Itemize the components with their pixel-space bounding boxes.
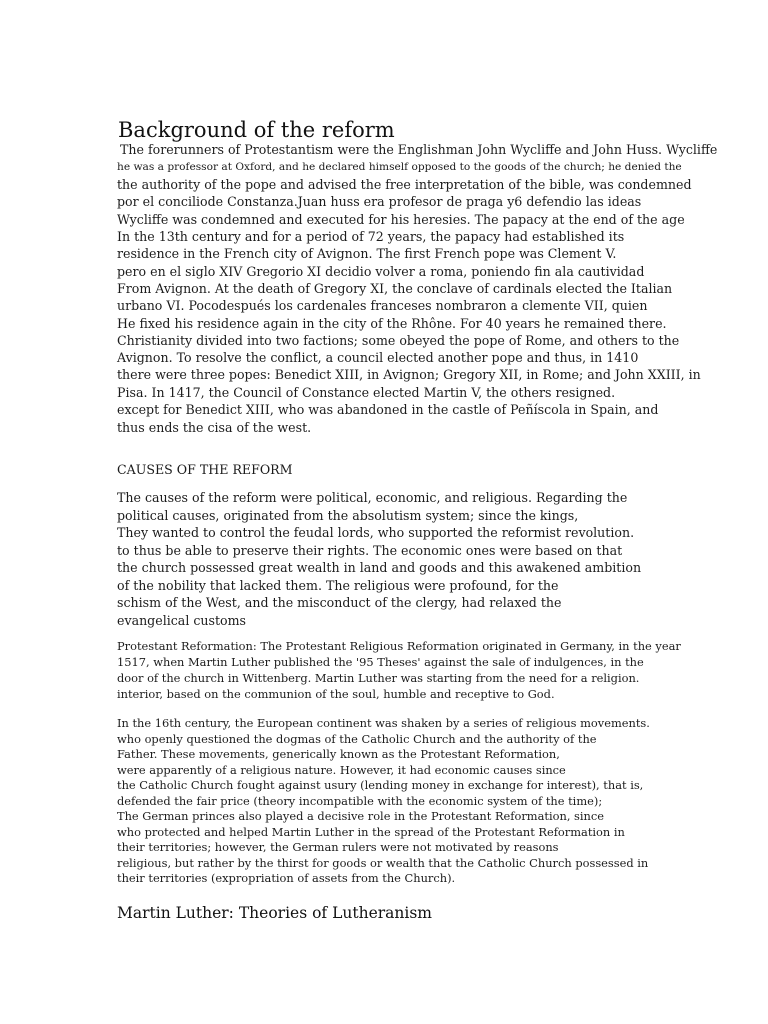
protestant-paragraph <box>117 638 681 702</box>
text-line: the authority of the pope and advised the free interpretation of the bible, was condemned <box>117 177 692 192</box>
text-line: the Catholic Church fought against usury (lending money in exchange for interest), that is, <box>117 778 644 792</box>
causes-paragraph <box>117 489 641 629</box>
text-line: evangelical customs <box>117 612 247 628</box>
page-title: Background of the reform <box>118 118 395 142</box>
text-line: thus ends the cisa of the west. <box>117 419 312 435</box>
text-line: They wanted to control the feudal lords, who supported the reformist revolution. <box>117 525 635 540</box>
text-line: interior, based on the communion of the soul, humble and receptive to God. <box>117 687 555 701</box>
text-line: por el conciliode Constanza.Juan huss era profesor de praga y6 defendio las ideas <box>117 194 642 209</box>
text-line: he was a professor at Oxford, and he declared himself opposed to the goods of the church; he denied the <box>117 161 682 173</box>
text-line: there were three popes: Benedict XIII, in Avignon; Gregory XII, in Rome; and John XXIII, in <box>117 367 701 382</box>
text-line: religious, but rather by the thirst for goods or wealth that the Catholic Church possessed in <box>117 855 649 870</box>
text-line: Father. These movements, generically known as the Protestant Reformation, <box>117 747 560 761</box>
text-line: who protected and helped Martin Luther in the spread of the Protestant Reformation in <box>117 824 625 839</box>
text-line: residence in the French city of Avignon. The first French pope was Clement V. <box>117 246 617 261</box>
text-line: 1517, when Martin Luther published the '95 Theses' against the sale of indulgences, in the <box>117 655 644 669</box>
text-line: urbano VI. Pocodespués los cardenales franceses nombraron a clemente VII, quien <box>117 298 648 313</box>
text-line: of the nobility that lacked them. The religious were profound, for the <box>117 577 559 593</box>
text-line: From Avignon. At the death of Gregory XI, the conclave of cardinals elected the Italian <box>117 280 673 296</box>
text-line: In the 13th century and for a period of 72 years, the papacy had established its <box>117 228 625 244</box>
text-line: Avignon. To resolve the conflict, a council elected another pope and thus, in 1410 <box>117 350 639 365</box>
text-line: schism of the West, and the misconduct of the clergy, had relaxed the <box>117 595 562 610</box>
text-line: In the 16th century, the European continent was shaken by a series of religious movements. <box>117 716 650 730</box>
text-line: The forerunners of Protestantism were the Englishman John Wycliffe and John Huss. Wycliffe <box>120 142 718 157</box>
text-line: their territories (expropriation of assets from the Church). <box>117 871 456 885</box>
text-line: Christianity divided into two factions; some obeyed the pope of Rome, and others to the <box>117 332 680 348</box>
text-line: Protestant Reformation: The Protestant Religious Reformation originated in Germany, in the year <box>117 639 681 653</box>
text-line: to thus be able to preserve their rights. The economic ones were based on that <box>117 542 623 558</box>
text-line: The German princes also played a decisive role in the Protestant Reformation, since <box>117 809 604 823</box>
text-line: Wycliffe was condemned and executed for his heresies. The papacy at the end of the age <box>117 211 685 227</box>
text-line: who openly questioned the dogmas of the Catholic Church and the authority of the <box>117 731 597 746</box>
text-line: door of the church in Wittenberg. Martin Luther was starting from the need for a religion. <box>117 671 640 685</box>
section-heading-martin-luther: Martin Luther: Theories of Lutheranism <box>117 904 432 922</box>
text-line: were apparently of a religious nature. However, it had economic causes since <box>117 762 566 777</box>
sixteenth-century-paragraph <box>117 716 650 887</box>
section-title-causes: CAUSES OF THE REFORM <box>117 462 293 477</box>
text-line: their territories; however, the German rulers were not motivated by reasons <box>117 840 559 854</box>
text-line: the church possessed great wealth in land and goods and this awakened ambition <box>117 560 642 575</box>
text-line: except for Benedict XIII, who was abandoned in the castle of Peñíscola in Spain, and <box>117 402 659 417</box>
text-line: defended the fair price (theory incompatible with the economic system of the time); <box>117 793 603 808</box>
text-line: He fixed his residence again in the city of the Rhône. For 40 years he remained there. <box>117 315 667 331</box>
text-line: Pisa. In 1417, the Council of Constance elected Martin V, the others resigned. <box>117 384 616 400</box>
text-line: The causes of the reform were political, economic, and religious. Regarding the <box>117 490 628 505</box>
text-line: political causes, originated from the absolutism system; since the kings, <box>117 507 579 523</box>
intro-paragraph <box>117 141 717 436</box>
text-line: pero en el siglo XIV Gregorio XI decidio volver a roma, poniendo fin ala cautividad <box>117 263 645 279</box>
